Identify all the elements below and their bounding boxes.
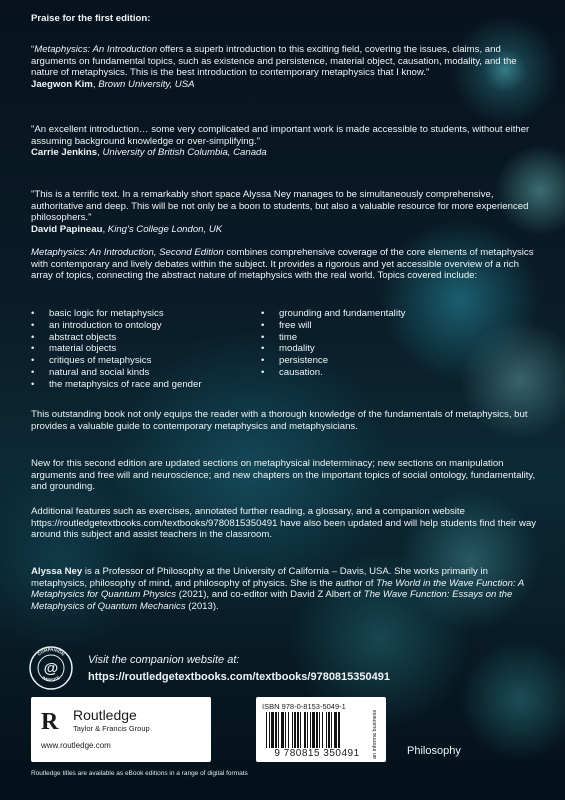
book-title: Metaphysics: An Introduction, Second Edition <box>31 247 224 258</box>
topic-item: • an introduction to ontology <box>31 320 261 332</box>
badge-top-text: COMPANION <box>36 646 66 657</box>
bio-text: (2013). <box>185 600 219 612</box>
topic-item: • time <box>261 332 511 344</box>
companion-url-link[interactable]: https://routledgetextbooks.com/textbooks/9780815350491 <box>88 671 390 683</box>
book-description <box>31 247 543 282</box>
ebook-note: Routledge titles are available as eBook editions in a range of digital formats <box>31 770 248 777</box>
quote-book-title: Metaphysics: An Introduction <box>34 44 158 55</box>
quote-text: "An excellent introduction… some very complicated and important work is made accessible to students, without either assuming background knowledge or over-simplifying." <box>31 124 530 147</box>
publisher-name: Routledge <box>73 707 137 723</box>
quote-attribution: Jaegwon Kim, Brown University, USA <box>31 78 195 90</box>
topic-item: • natural and social kinds <box>31 367 261 379</box>
topic-item: • free will <box>261 320 511 332</box>
routledge-logo-icon: R <box>41 709 59 735</box>
informa-note: an informa business <box>372 709 378 759</box>
topic-item: • critiques of metaphysics <box>31 355 261 367</box>
quote-affiliation: Brown University, USA <box>98 78 195 90</box>
bio-text: is a Professor of Philosophy at the University of California – Davis, USA. She works primarily in metaphysics, philosophy of mind, and philosophy of physics. She is the author of <box>31 566 488 589</box>
quote-author: Jaegwon Kim <box>31 78 93 90</box>
quote-kim <box>31 44 543 90</box>
author-bio <box>31 566 543 612</box>
quote-text: “Metaphysics: An Introduction offers a superb introduction to this exciting field, covering the issues, claims, and arguments on fundamental topics, such as existence and persistence, material object, causation, modality, and the nature of metaphysics. This is the best introduction to contemporary metaphysics that I know." <box>31 44 517 79</box>
book-reference: The World in the Wave Function: A Metaphysics for Quantum Physics <box>31 577 524 601</box>
publisher-group: Taylor & Francis Group <box>73 724 150 733</box>
topics-column-left <box>31 308 261 391</box>
author-name: Alyssa Ney <box>31 566 83 577</box>
quote-papineau <box>31 189 543 235</box>
topic-item: • the metaphysics of race and gender <box>31 379 261 391</box>
topic-item: • grounding and fundamentality <box>261 308 511 320</box>
quote-jenkins <box>31 124 543 159</box>
quote-author: Carrie Jenkins <box>31 147 98 159</box>
paragraph-additional-features: Additional features such as exercises, annotated further reading, a glossary, and a companion website https://routledgetextbooks.com/textbooks/9780815350491 have also been updated and will help students find their way around this subject and assist teachers in the classroom. <box>31 506 537 541</box>
barcode-bars <box>262 712 372 748</box>
at-symbol-icon: @ <box>43 660 59 677</box>
subject-category: Philosophy <box>407 745 461 757</box>
description-text: combines comprehensive coverage of the core elements of metaphysics with contemporary and lively debates within the subject. It provides a rigorous and yet accessible overview of a rich array of topics, connecting the abstract nature of metaphysics with the real world. Topics covered include: <box>31 247 534 282</box>
quote-affiliation: University of British Columbia, Canada <box>102 147 267 159</box>
topics-column-right <box>261 308 511 391</box>
quote-text: "This is a terrific text. In a remarkably short space Alyssa Ney manages to be simultaneously comprehensive, authoritative and deep. This will be not only be a boon to students, but also a valuable resource for more experienced philosophers." <box>31 189 529 224</box>
companion-website-callout <box>88 652 548 686</box>
quote-affiliation: King's College London, UK <box>107 223 223 235</box>
topic-item: • modality <box>261 343 511 355</box>
publisher-box <box>31 697 211 762</box>
topic-item: • abstract objects <box>31 332 261 344</box>
praise-heading: Praise for the first edition: <box>31 13 151 24</box>
quote-body: offers a superb introduction to this exciting field, covering the issues, claims, and arguments on fundamental topics, such as existence and persistence, material object, causation, modality, and the nature of metaphysics. This is the best introduction to contemporary metaphysics that I know." <box>31 44 517 79</box>
topic-item: • material objects <box>31 343 261 355</box>
book-reference: The Wave Function: Essays on the Metaphysics of Quantum Mechanics <box>31 589 513 612</box>
topic-item: • basic logic for metaphysics <box>31 308 261 320</box>
bio-text: (2021), and co-editor with David Z Albert of <box>176 589 364 601</box>
topic-item: • causation. <box>261 367 511 379</box>
quote-attribution: David Papineau, King's College London, UK <box>31 223 223 235</box>
barcode-digits: 9 780815 350491 <box>262 748 372 759</box>
isbn-text: ISBN 978-0-8153-5049-1 <box>262 702 346 711</box>
topics-list <box>31 308 543 391</box>
publisher-website[interactable]: www.routledge.com <box>41 741 111 750</box>
quote-attribution: Carrie Jenkins, University of British Columbia, Canada <box>31 147 267 159</box>
topic-item: • persistence <box>261 355 511 367</box>
badge-bottom-text: WEBSITE <box>41 675 61 683</box>
companion-visit-text: Visit the companion website at: <box>88 654 240 666</box>
companion-website-badge-icon <box>28 645 74 691</box>
paragraph-new-edition: New for this second edition are updated sections on metaphysical indeterminacy; new sections on manipulation arguments and free will and neuroscience; and new chapters on the important topics of social ontology, fundamentality, and grounding. <box>31 458 536 493</box>
paragraph-outstanding: This outstanding book not only equips the reader with a thorough knowledge of the fundamentals of metaphysics, but provides a valuable guide to contemporary metaphysics and metaphysicians. <box>31 409 528 432</box>
quote-author: David Papineau <box>31 223 103 235</box>
